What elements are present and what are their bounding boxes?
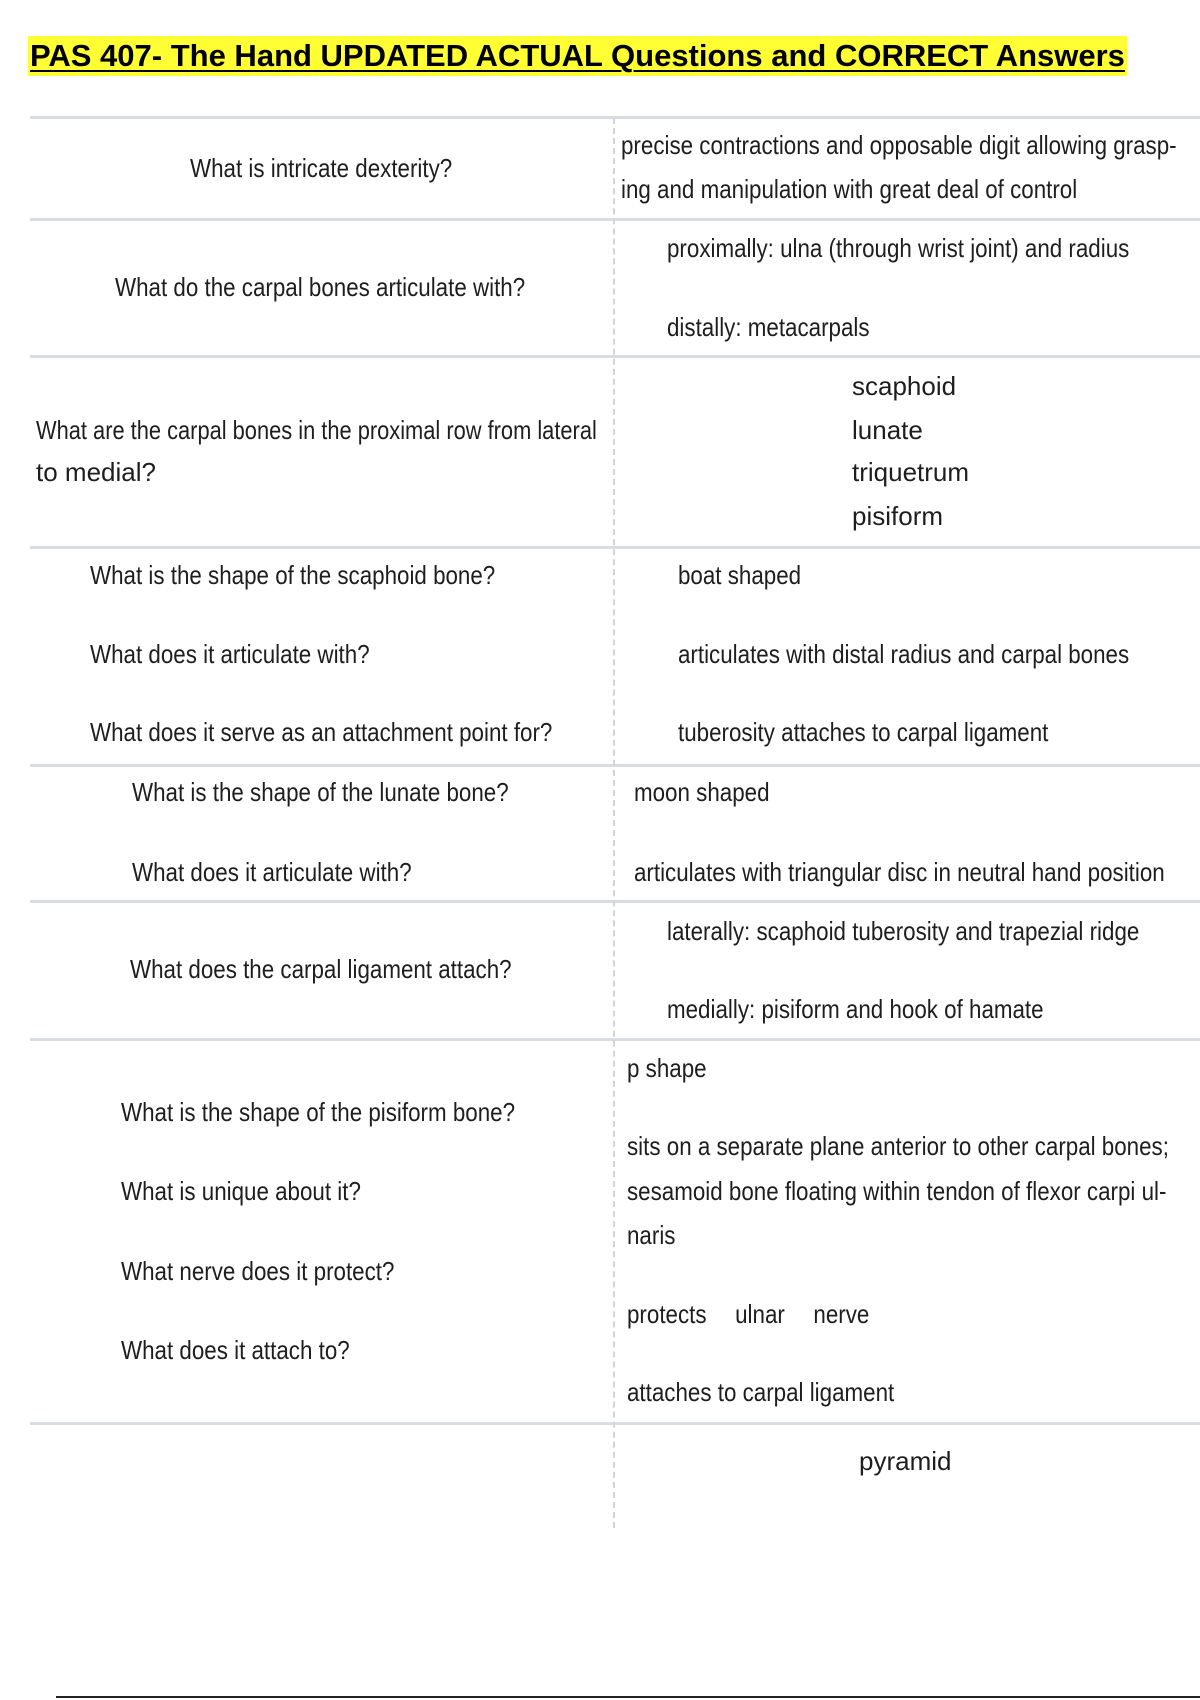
answer-text: attaches to carpal ligament	[627, 1377, 895, 1407]
question-text: What is the shape of the scaphoid bone?	[90, 560, 496, 590]
answer-text: naris	[627, 1220, 676, 1250]
answer-text: p shape	[627, 1053, 707, 1083]
table-rule	[30, 1422, 1200, 1425]
footer-rule	[56, 1696, 1200, 1698]
table-rule	[30, 355, 1200, 358]
answer-text: boat shaped	[678, 560, 802, 590]
table-rule	[30, 218, 1200, 221]
answer-text: moon shaped	[634, 777, 770, 807]
answer-text: ing and manipulation with great deal of control	[621, 174, 1078, 204]
question-text: What nerve does it protect?	[121, 1256, 395, 1286]
answer-text: medially: pisiform and hook of hamate	[667, 994, 1044, 1024]
answer-text: sesamoid bone floating within tendon of flexor carpi ul-	[627, 1176, 1167, 1206]
question-text: What are the carpal bones in the proximal row from lateral	[36, 415, 597, 445]
question-text: What is intricate dexterity?	[190, 153, 453, 183]
table-rule-top	[30, 116, 1200, 119]
question-text: What does the carpal ligament attach?	[130, 954, 512, 984]
answer-text: tuberosity attaches to carpal ligament	[678, 717, 1049, 747]
answer-text: articulates with triangular disc in neutral hand position	[634, 857, 1165, 887]
answer-text: precise contractions and opposable digit allowing grasp-	[621, 130, 1177, 160]
table-rule	[30, 1038, 1200, 1041]
answer-text: sits on a separate plane anterior to other carpal bones;	[627, 1131, 1169, 1161]
question-text: What does it serve as an attachment point for?	[90, 717, 553, 747]
table-rule	[30, 900, 1200, 903]
question-text: What does it articulate with?	[132, 857, 412, 887]
answer-text: laterally: scaphoid tuberosity and trapezial ridge	[667, 916, 1140, 946]
answer-text: pyramid	[859, 1446, 952, 1476]
question-text: What is the shape of the pisiform bone?	[121, 1097, 516, 1127]
question-text: What do the carpal bones articulate with?	[115, 272, 526, 302]
document-title: PAS 407- The Hand UPDATED ACTUAL Questions and CORRECT Answers	[28, 36, 1127, 76]
answer-text: proximally: ulna (through wrist joint) and radius	[667, 233, 1130, 263]
question-text: What is unique about it?	[121, 1176, 361, 1206]
answer-text: lunate	[852, 415, 923, 445]
question-text: What is the shape of the lunate bone?	[132, 777, 509, 807]
answer-text: scaphoid	[852, 371, 957, 401]
table-rule	[30, 764, 1200, 767]
answer-text: pisiform	[852, 501, 944, 531]
question-text: to medial?	[36, 457, 156, 487]
question-text: What does it articulate with?	[90, 639, 370, 669]
question-text: What does it attach to?	[121, 1335, 350, 1365]
table-rule	[30, 546, 1200, 549]
answer-text: distally: metacarpals	[667, 312, 870, 342]
answer-text: triquetrum	[852, 457, 970, 487]
answer-text: protects ulnar nerve	[627, 1299, 870, 1329]
answer-text: articulates with distal radius and carpal bones	[678, 639, 1130, 669]
column-divider	[613, 118, 615, 1528]
